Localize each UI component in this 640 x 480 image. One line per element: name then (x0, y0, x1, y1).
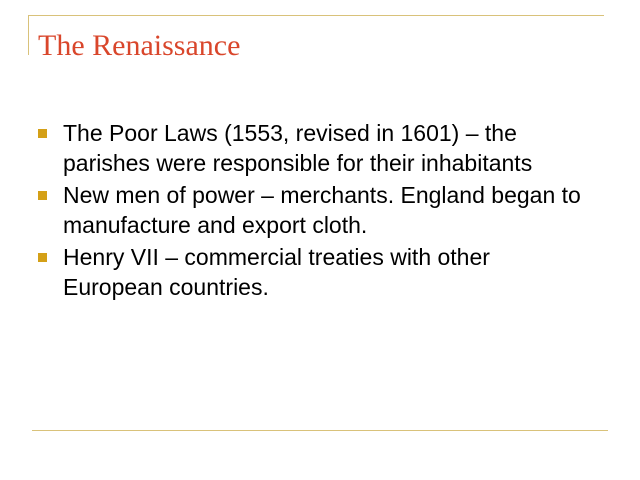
left-rule (28, 15, 29, 55)
bullet-item (36, 180, 596, 240)
bullet-text: The Poor Laws (1553, revised in 1601) – the parishes were responsible for their inhabitants (63, 120, 533, 176)
bullet-item (36, 118, 596, 178)
square-bullet-icon (38, 129, 47, 138)
bottom-rule (32, 430, 608, 431)
bullet-text: New men of power – merchants. England began to manufacture and export cloth. (63, 182, 581, 238)
square-bullet-icon (38, 191, 47, 200)
square-bullet-icon (38, 253, 47, 262)
slide-title: The Renaissance (38, 29, 241, 62)
bullet-item (36, 242, 596, 302)
bullet-text: Henry VII – commercial treaties with other European countries. (63, 244, 490, 300)
bullet-list (36, 118, 596, 304)
top-rule (28, 15, 604, 16)
